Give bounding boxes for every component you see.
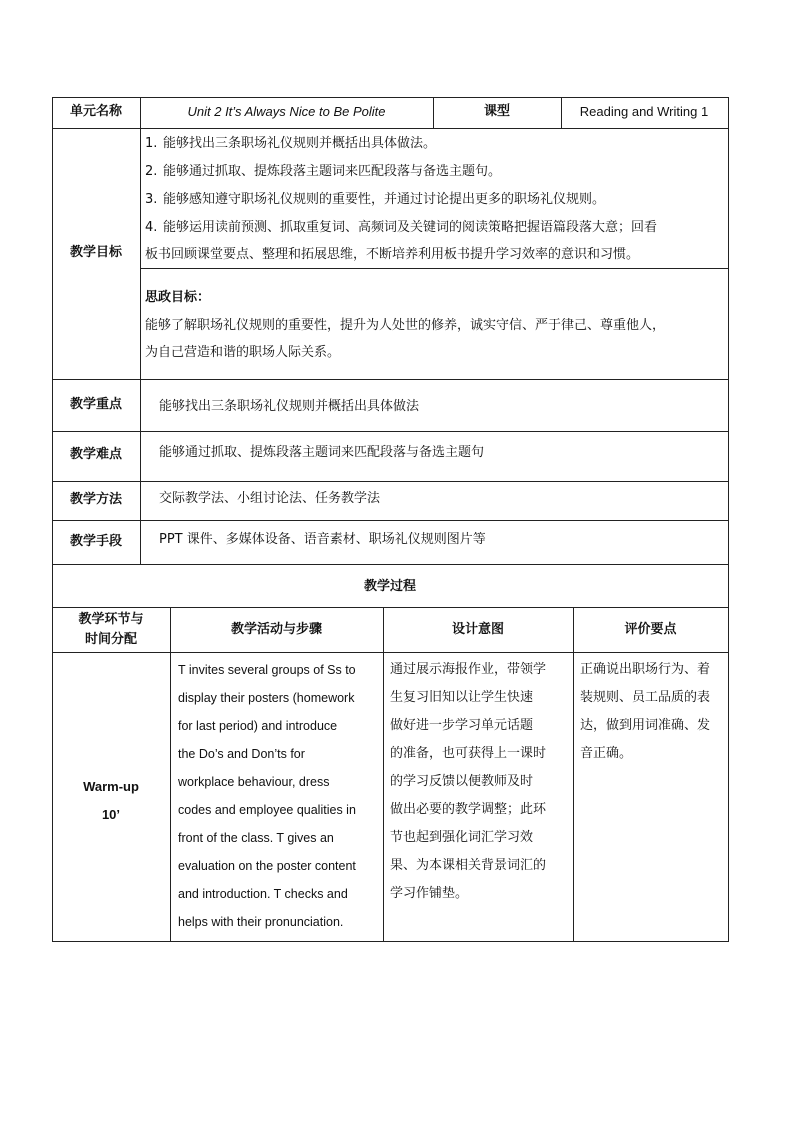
intent-line: 做出必要的教学调整；此环 xyxy=(390,802,547,817)
difficulty-value: 能够通过抓取、提炼段落主题词来匹配段落与备选主题句 xyxy=(159,445,485,460)
objective-item-4: 4. 能够运用读前预测、抓取重复词、高频词及关键词的阅读策略把握语篇段落大意；回看 xyxy=(145,220,658,235)
objective-item-4-continued: 板书回顾课堂要点、整理和拓展思维，不断培养利用板书提升学习效率的意识和习惯。 xyxy=(145,247,640,262)
process-col-intent: 设计意图 xyxy=(451,622,504,637)
stage-name: Warm-up xyxy=(83,779,139,794)
evaluation-line: 达，做到用词准确、发 xyxy=(580,718,711,733)
intent-line: 通过展示海报作业，带领学 xyxy=(390,662,547,677)
ideology-line-2: 为自己营造和谐的职场人际关系。 xyxy=(145,345,341,360)
intent-line: 生复习旧知以让学生快速 xyxy=(390,690,534,705)
focus-value: 能够找出三条职场礼仪规则并概括出具体做法 xyxy=(159,399,420,414)
unit-label: 单元名称 xyxy=(69,104,122,119)
objective-number: 4. xyxy=(145,220,158,235)
activity-line: T invites several groups of Ss to xyxy=(178,663,356,677)
objective-number: 3. xyxy=(145,192,158,207)
ideology-title: 思政目标： xyxy=(145,290,211,305)
means-value: PPT 课件、多媒体设备、语音素材、职场礼仪规则图片等 xyxy=(159,532,486,547)
activity-line: the Do’s and Don’ts for xyxy=(178,747,305,761)
type-value: Reading and Writing 1 xyxy=(579,104,709,119)
process-col-stage-line1: 教学环节与 xyxy=(78,612,144,627)
evaluation-line: 正确说出职场行为、着 xyxy=(580,662,711,677)
activity-line: front of the class. T gives an xyxy=(178,831,334,845)
activity-line: evaluation on the poster content xyxy=(178,859,356,873)
objectives-label: 教学目标 xyxy=(69,245,122,260)
intent-line: 学习作铺垫。 xyxy=(390,886,469,901)
ideology-line-1: 能够了解职场礼仪规则的重要性，提升为人处世的修养，诚实守信、严于律己、尊重他人， xyxy=(145,318,666,333)
intent-line: 做好进一步学习单元话题 xyxy=(390,718,534,733)
objective-item-1: 1. 能够找出三条职场礼仪规则并概括出具体做法。 xyxy=(145,136,437,151)
unit-value: Unit 2 It’s Always Nice to Be Polite xyxy=(187,104,386,119)
intent-line: 果、为本课相关背景词汇的 xyxy=(390,858,547,873)
objective-item-3: 3. 能够感知遵守职场礼仪规则的重要性，并通过讨论提出更多的职场礼仪规则。 xyxy=(145,192,606,207)
intent-line: 的学习反馈以便教师及时 xyxy=(390,774,534,789)
process-title: 教学过程 xyxy=(363,579,416,594)
stage-time: 10’ xyxy=(101,807,121,822)
evaluation-line: 装规则、员工品质的表 xyxy=(580,690,711,705)
process-col-evaluation: 评价要点 xyxy=(624,622,677,637)
objective-item-2: 2. 能够通过抓取、提炼段落主题词来匹配段落与备选主题句。 xyxy=(145,164,502,179)
activity-line: display their posters (homework xyxy=(178,691,355,705)
intent-line: 的准备，也可获得上一课时 xyxy=(390,746,547,761)
activity-line: for last period) and introduce xyxy=(178,719,338,733)
activity-line: and introduction. T checks and xyxy=(178,887,348,901)
difficulty-label: 教学难点 xyxy=(69,447,122,462)
objective-number: 1. xyxy=(145,136,158,151)
evaluation-line: 音正确。 xyxy=(580,746,633,761)
activity-line: helps with their pronunciation. xyxy=(178,915,344,929)
type-label: 课型 xyxy=(483,104,510,119)
objective-number: 2. xyxy=(145,164,158,179)
methods-value: 交际教学法、小组讨论法、任务教学法 xyxy=(159,491,381,506)
process-col-stage-line2: 时间分配 xyxy=(84,632,137,647)
activity-line: codes and employee qualities in xyxy=(178,803,356,817)
process-col-activity: 教学活动与步骤 xyxy=(230,622,322,637)
means-label: 教学手段 xyxy=(69,534,122,549)
methods-label: 教学方法 xyxy=(69,492,122,507)
focus-label: 教学重点 xyxy=(69,397,122,412)
intent-line: 节也起到强化词汇学习效 xyxy=(390,830,534,845)
activity-line: workplace behaviour, dress xyxy=(178,775,330,789)
